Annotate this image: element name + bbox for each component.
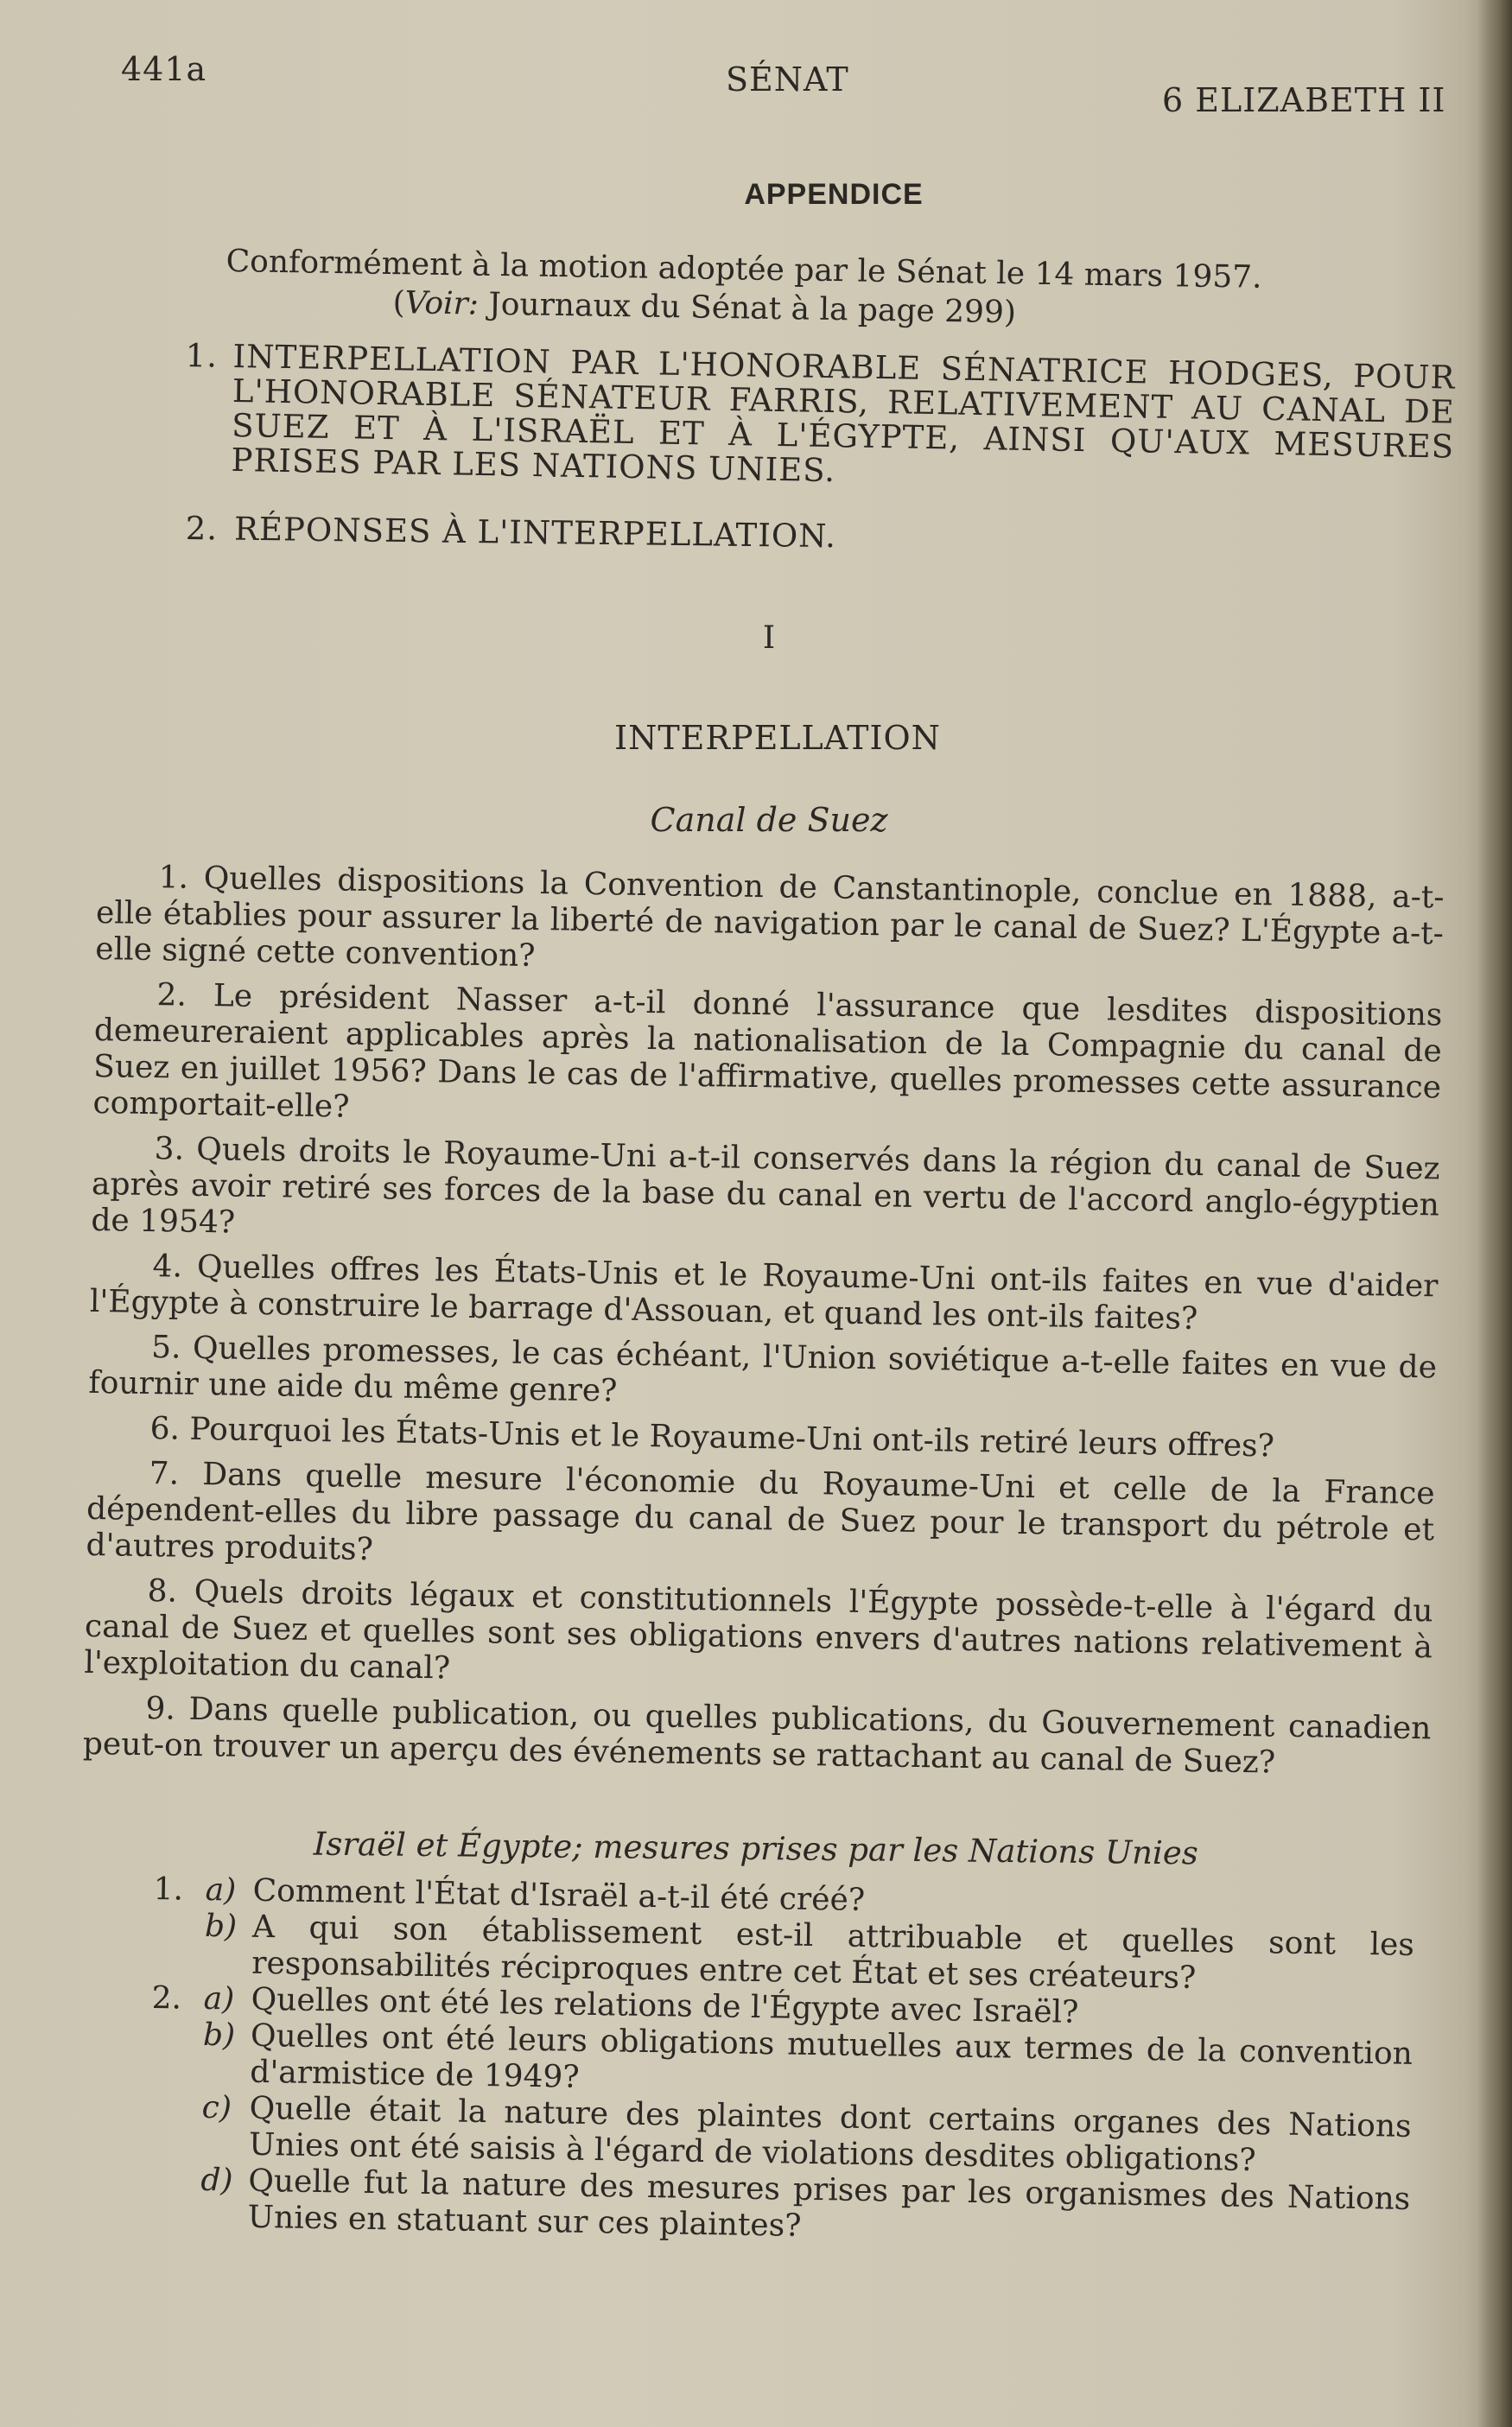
toc-number: 1.	[185, 337, 219, 375]
page-edge-shadow	[1477, 0, 1512, 2427]
item-number: 1.	[153, 1871, 184, 1908]
toc-text: INTERPELLATION PAR L'HONORABLE SÉNATRICE HODGES, POUR L'HONORABLE SÉNATEUR FARRIS, RELATIVEMENT AU CANAL DE SUEZ ET À L'ISRAËL ET À L'ÉGYPTE, AINSI QU'AUX MESURES PRISES PAR LES NATIONS UNIES.	[231, 337, 1456, 490]
header-center-title: SÉNAT	[726, 60, 849, 98]
item-label: a)	[205, 1871, 237, 1909]
item-label: b)	[204, 1908, 238, 1945]
question-2: 2. Le président Nasser a-t-il donné l'assurance que lesdites dispositions demeureraient applicables après la nationalisation de la Compagnie du canal de Suez en juillet 1956? Dans le cas de l'affirmative, quelles promesses cette assurance comportait-elle?	[92, 977, 1443, 1125]
reference-prefix: (	[392, 285, 406, 321]
item-text: Quelle fut la nature des mesures prises par les organismes des Nations Unies en statuant sur ces plaintes?	[247, 2163, 1411, 2244]
item-number	[152, 1908, 205, 1981]
question-1: 1. Quelles dispositions la Convention de Canstantinople, conclue en 1888, a-t-elle établies pour assurer la liberté de navigation par le canal de Suez? L'Égypte a-t-elle signé cette convention?	[95, 860, 1445, 974]
israel-questions	[148, 1871, 1414, 2254]
item-number: 2.	[151, 1979, 182, 2017]
section-roman-numeral: I	[762, 620, 776, 656]
item-number	[148, 2162, 200, 2235]
question-5: 5. Quelles promesses, le cas échéant, l'Union soviétique a-t-elle faites en vue de fournir une aide du même genre?	[88, 1330, 1438, 1409]
item-number	[149, 2089, 202, 2163]
question-6: 6. Pourquoi les États-Unis et le Royaume-Uni ont-ils retiré leurs offres?	[149, 1411, 1275, 1464]
question-4: 4. Quelles offres les États-Unis et le Royaume-Uni ont-ils faites en vue d'aider l'Égypte à construire le barrage d'Assouan, et quand les ont-ils faites?	[89, 1248, 1439, 1337]
section-subtitle: Canal de Suez	[650, 801, 888, 839]
item-text: Comment l'État d'Israël a-t-il été créé?	[252, 1872, 866, 1918]
item-label: a)	[203, 1980, 235, 2017]
suez-questions	[82, 859, 1444, 1792]
reference-rest: Journaux du Sénat à la page 299)	[478, 286, 1017, 331]
question-9: 9. Dans quelle publication, ou quelles publications, du Gouvernement canadien peut-on trouver un aperçu des événements se rattachant au canal de Suez?	[82, 1691, 1432, 1781]
appendix-title: APPENDICE	[744, 178, 924, 211]
item-text: Quelles ont été leurs obligations mutuelles aux termes de la convention d'armistice de 1949?	[250, 2017, 1414, 2095]
toc-text: RÉPONSES À L'INTERPELLATION.	[233, 510, 837, 556]
motion-line: Conformément à la motion adoptée par le Sénat le 14 mars 1957.	[226, 244, 1262, 295]
question-8: 8. Quels droits légaux et constitutionnels l'Égypte possède-t-elle à l'égard du canal de Suez et quelles sont ses obligations envers d'autres nations relativement à l'exploitation du canal?	[84, 1573, 1433, 1687]
reference-label: Voir:	[404, 285, 480, 322]
page-number: 441a	[121, 50, 207, 88]
item-text: Quelles ont été les relations de l'Égypte avec Israël?	[251, 1981, 1079, 2030]
item-number	[150, 2017, 203, 2090]
toc-item-1	[183, 339, 1456, 499]
item-text: Quelle était la nature des plaintes dont certains organes des Nations Unies ont été saisis à l'égard de violations desdites obligations?	[248, 2090, 1412, 2179]
israel-subtitle: Israël et Égypte; mesures prises par les Nations Unies	[313, 1825, 1198, 1872]
toc-number: 2.	[185, 510, 219, 548]
question-3: 3. Quels droits le Royaume-Uni a-t-il conservés dans la région du canal de Suez après avoir retiré ses forces de la base du canal en vertu de l'accord anglo-égyptien de 1954?	[91, 1131, 1440, 1241]
item-label: c)	[201, 2089, 232, 2126]
question-7: 7. Dans quelle mesure l'économie du Royaume-Uni et celle de la France dépendent-elles du libre passage du canal de Suez pour le transport du pétrole et d'autres produits?	[86, 1456, 1435, 1568]
item-label: d)	[200, 2162, 233, 2199]
header-right-title: 6 ELIZABETH II	[1162, 81, 1446, 119]
item-label: b)	[202, 2017, 236, 2054]
section-title: INTERPELLATION	[614, 719, 941, 757]
item-text: A qui son établissement est-il attribuable et quelles sont les responsabilités réciproques entre cet État et ses créateurs?	[251, 1909, 1415, 1996]
